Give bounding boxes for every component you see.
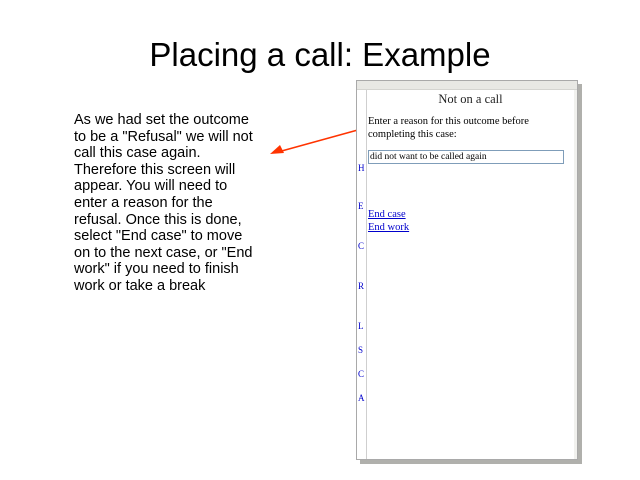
nav-stub-item[interactable]: H xyxy=(358,164,365,172)
nav-stub-item[interactable]: A xyxy=(358,394,365,402)
end-work-link[interactable]: End work xyxy=(368,222,410,233)
reason-input[interactable] xyxy=(368,150,564,164)
slide-body-text: As we had set the outcome to be a "Refusal" we will not call this case again. Therefore this screen will appear. You will need to enter a reason for the refusal. Once this is done, select "End case" to move on to the next case, or "End work" if you need to finish work or take a break xyxy=(74,112,253,294)
nav-stub-item[interactable]: R xyxy=(358,282,365,290)
embedded-browser-window xyxy=(356,80,578,460)
window-right-edge xyxy=(574,90,577,459)
nav-stub-item[interactable]: L xyxy=(358,322,364,330)
screen-heading: Not on a call xyxy=(438,92,503,106)
nav-stub-item[interactable]: E xyxy=(358,202,364,210)
left-nav-column[interactable] xyxy=(357,90,367,459)
callout-arrow xyxy=(268,126,368,156)
page-title: Placing a call: Example xyxy=(149,36,491,73)
instruction-text: Enter a reason for this outcome before completing this case: xyxy=(368,116,529,140)
nav-stub-item[interactable]: S xyxy=(358,346,364,354)
nav-stub-item[interactable]: C xyxy=(358,242,365,250)
nav-stub-item[interactable]: C xyxy=(358,370,365,378)
action-links xyxy=(368,208,573,234)
page-content xyxy=(368,92,573,457)
window-titlebar xyxy=(357,81,577,90)
end-case-link[interactable]: End case xyxy=(368,209,406,220)
